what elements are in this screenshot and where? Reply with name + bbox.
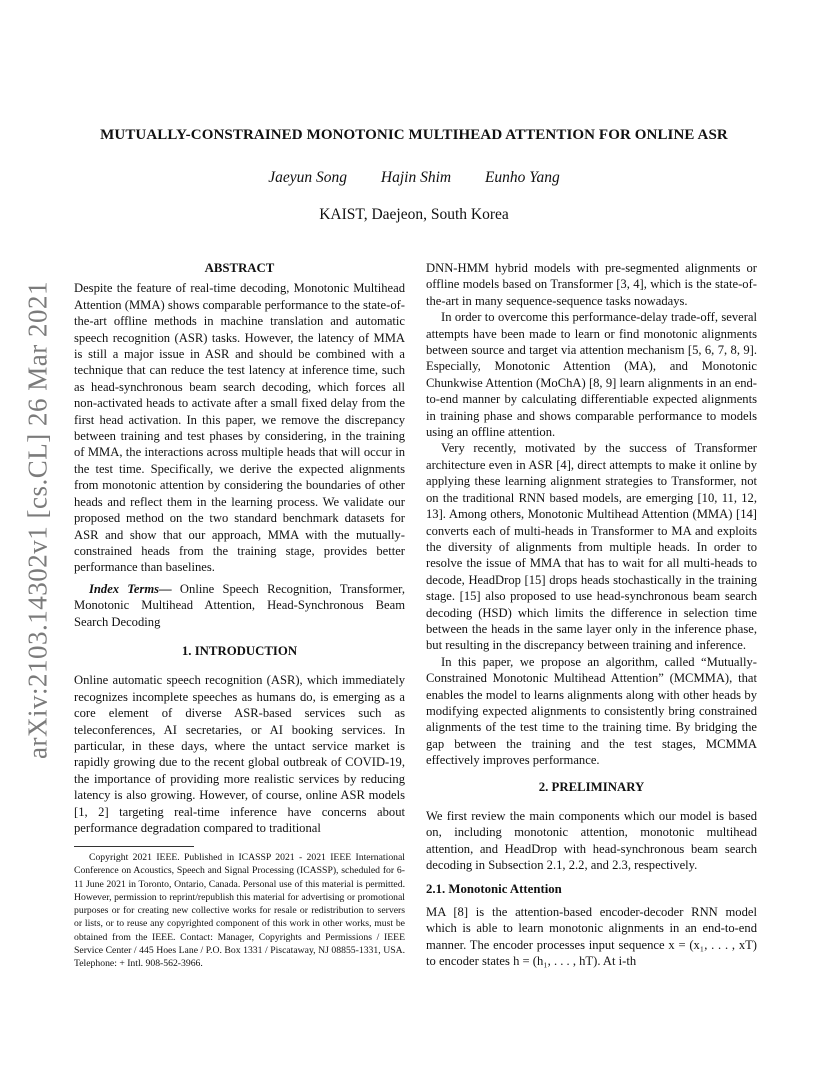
author-name: Jaeyun Song bbox=[268, 169, 348, 186]
author-name: Eunho Yang bbox=[484, 169, 560, 186]
intro-paragraph: In order to overcome this performance-delay trade-off, several attempts have been made to learn or find monotonic alignments between source and target via attention mechanism [5, 6, 7, 8, 9]. Especially, Monotonic Attention (MA), and Monotonic Chunkwise Attention (MoChA) [8, 9] learn alignments in an end-to-end manner by calculating differentiable expected alignments in training phase and shows comparable performance to models using an offline attention. bbox=[426, 310, 757, 440]
intro-paragraph: In this paper, we propose an algorithm, called “Mutually-Constrained Monotonic Multihead Attention” (MCMMA), that enables the model to learns alignments along with other heads by modifying expected alignments to consistently bring constrained alignments of the test time to the training time. By bridging the gap between the training and the test stages, MCMMA effectively improves performance. bbox=[426, 654, 757, 768]
abstract-heading: ABSTRACT bbox=[204, 261, 275, 275]
preliminary-paragraph: MA [8] is the attention-based encoder-decoder RNN model which is able to learn monotonic alignments in an end-to-end manner. The encoder processes input sequence x = (x₁, . . . , xT) to encoder states h = (h₁, . . . , hT). At i-th bbox=[426, 905, 757, 969]
index-terms bbox=[74, 581, 405, 630]
intro-paragraph: Online automatic speech recognition (ASR), which immediately recognizes incomplete speeches as humans do, is emerging as a core element of diverse ASR-based services such as teleconferences, AI secretaries, or AI booking services. In particular, in these days, where the untact service market is rapidly growing due to the recent global outbreak of COVID-19, the importance of providing more realistic services by reducing latency is also growing. However, of course, online ASR models [1, 2] targeting real-time inference have concerns about performance degradation compared to traditional bbox=[74, 673, 405, 835]
abstract-body: Despite the feature of real-time decoding, Monotonic Multihead Attention (MMA) shows comparable performance to the state-of-the-art offline methods in machine translation and automatic speech recognition (ASR) tasks. However, the latency of MMA is still a major issue in ASR and should be combined with a technique that can reduce the test latency at inference time, such as head-synchronous beam search decoding, which forces all non-activated heads to activate after a small fixed delay from the first head activation. In this paper, we remove the discrepancy between training and test phases by considering, in the training of MMA, the interactions across multiple heads that will occur in the test time. Specifically, we derive the expected alignments from monotonic attention by considering the boundaries of other heads and reflect them in the learning process. We validate our proposed method on the two standard benchmark datasets for ASR and show that our approach, MMA with the mutually-constrained heads from the training stage, provides better performance than baselines. bbox=[74, 281, 405, 575]
left-column bbox=[74, 260, 405, 836]
index-terms-text: Online Speech Recognition, Transformer, Monotonic Multihead Attention, Head-Synchronous Beam Search Decoding bbox=[74, 581, 405, 629]
arxiv-stamp bbox=[18, 281, 58, 759]
arxiv-stamp-text: arXiv:2103.14302v1 [cs.CL] 26 Mar 2021 bbox=[22, 281, 53, 759]
intro-paragraph-continued: DNN-HMM hybrid models with pre-segmented alignments or offline models based on Transformer [3, 4], which is the state-of-the-art in many sequence-sequence tasks nowadays. bbox=[426, 261, 757, 308]
footnote-text: Copyright 2021 IEEE. Published in ICASSP 2021 - 2021 IEEE International Conference on Acoustics, Speech and Signal Processing (ICASSP), scheduled for 6-11 June 2021 in Toronto, Ontario, Canada. Personal use of this material is permitted. However, permission to reprint/republish this material for advertising or promotional purposes or for creating new collective works for resale or redistribution to servers or lists, or to reuse any copyrighted component of this work in other works, must be obtained from the IEEE. Contact: Manager, Copyrights and Permissions / IEEE Service Center / 445 Hoes Lane / P.O. Box 1331 / Piscataway, NJ 08855-1331, USA. Telephone: + Intl. 908-562-3966. bbox=[74, 852, 405, 970]
index-terms-label: Index Terms— bbox=[89, 581, 172, 596]
paper-title: MUTUALLY-CONSTRAINED MONOTONIC MULTIHEAD ATTENTION FOR ONLINE ASR bbox=[100, 127, 728, 143]
author-name: Hajin Shim bbox=[380, 169, 452, 186]
footnote-divider bbox=[74, 846, 194, 847]
copyright-footnote bbox=[74, 851, 405, 971]
preliminary-paragraph: We first review the main components which our model is based on, including monotonic attention, monotonic multihead attention, and HeadDrop with head-synchronous beam search decoding in Subsection 2.1, 2.2, and 2.3, respectively. bbox=[426, 809, 757, 873]
affiliation: KAIST, Daejeon, South Korea bbox=[319, 206, 509, 223]
subsection-heading: 2.1. Monotonic Attention bbox=[426, 881, 562, 896]
right-column bbox=[426, 260, 757, 970]
intro-paragraph: Very recently, motivated by the success of Transformer architecture even in ASR [4], direct attempts to make it online by applying these learning alignment strategies to Transformer, not on the traditional RNN based models, are emerging [10, 11, 12, 13]. Among others, Monotonic Multihead Attention (MMA) [14] converts each of multi-heads in Transformer to MA and exploits the diversity of alignments from multiple heads. In order to resolve the issue of MMA that has to wait for all multi-heads to decode, HeadDrop [15] drops heads stochastically in the training stage. [15] also proposed to use head-synchronous beam search decoding (HSD) which limits the difference in selection time between the heads in the same layer only in the inference phase, but resulting in the discrepancy between training and inference. bbox=[426, 441, 757, 653]
intro-heading: 1. INTRODUCTION bbox=[181, 643, 298, 658]
preliminary-heading: 2. PRELIMINARY bbox=[538, 779, 645, 794]
author-list bbox=[60, 169, 768, 187]
